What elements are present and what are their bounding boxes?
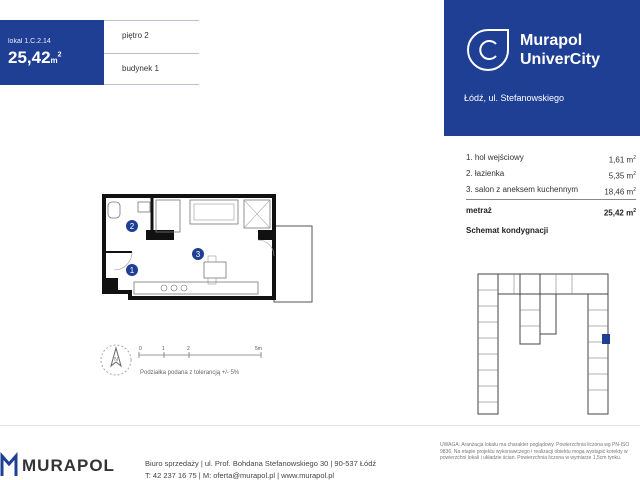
- disclaimer: UWAGA: Aranżacja lokalu ma charakter poglądowy. Powierzchnia liczona wg PN-ISO 9836. Na etapie projektu wykonawczego i realizacji obiektu mogą wystąpić korekty w powierzchni lokali i układzie ścian. Powierzchnia liczona w wymiarze 1,5cm tynku.: [440, 442, 630, 461]
- unit-meta: [104, 20, 199, 85]
- svg-text:2: 2: [187, 346, 190, 352]
- footer-divider: [0, 425, 640, 426]
- murapol-footer-logo-icon: [0, 450, 18, 478]
- unit-building: budynek 1: [104, 53, 199, 85]
- brand-name-line2: UniverCity: [520, 51, 601, 68]
- divider: [466, 199, 636, 200]
- schema-title: Schemat kondygnacji: [466, 226, 549, 235]
- murapol-logo-icon: [464, 26, 512, 74]
- north-arrow-icon: [98, 342, 134, 378]
- room-row: 2. łazienka 5,35 $m^2$: [466, 169, 636, 181]
- svg-text:1: 1: [162, 346, 165, 352]
- total-area-row: metraż 25,42 $m^2$: [466, 206, 636, 218]
- footer-contact-line1: Biuro sprzedaży | ul. Prof. Bohdana Stefanowskiego 30 | 90-537 Łódź: [145, 459, 377, 468]
- brand-name-line1: Murapol: [520, 32, 583, 49]
- brand-address: Łódź, ul. Stefanowskiego: [464, 93, 565, 103]
- svg-text:2: 2: [129, 222, 135, 231]
- scale-bar: [137, 343, 267, 361]
- brand-panel: [444, 0, 640, 136]
- unit-floor: piętro 2: [122, 31, 149, 40]
- unit-area: $25,42m^2$: [8, 48, 62, 67]
- tolerance-note: Podziałka podana z tolerancją +/- 5%: [140, 370, 240, 376]
- unit-number: lokal 1.C.2.14: [8, 38, 51, 45]
- svg-text:N: N: [114, 357, 118, 363]
- room-marker-3: [192, 248, 204, 260]
- unit-summary-box: [0, 20, 104, 85]
- footer-contact: [145, 458, 376, 480]
- building-key-plan: [470, 270, 630, 420]
- footer-brand: MURAPOL: [22, 456, 115, 475]
- svg-text:5m: 5m: [255, 346, 262, 352]
- room-row: 1. hol wejściowy 1,61 $m^2$: [466, 153, 636, 165]
- floor-plan: [94, 190, 324, 308]
- svg-text:1: 1: [129, 266, 135, 275]
- room-marker-1: [126, 264, 138, 276]
- footer-contact-line2: T: 42 237 16 75 | M: oferta@murapol.pl | www.murapol.pl: [145, 471, 335, 480]
- svg-text:3: 3: [195, 250, 201, 259]
- room-marker-2: [126, 220, 138, 232]
- svg-text:0: 0: [139, 346, 142, 352]
- room-list: [466, 150, 636, 219]
- key-plan-highlight: [602, 334, 610, 344]
- room-row: 3. salon z aneksem kuchennym 18,46 $m^2$: [466, 185, 636, 197]
